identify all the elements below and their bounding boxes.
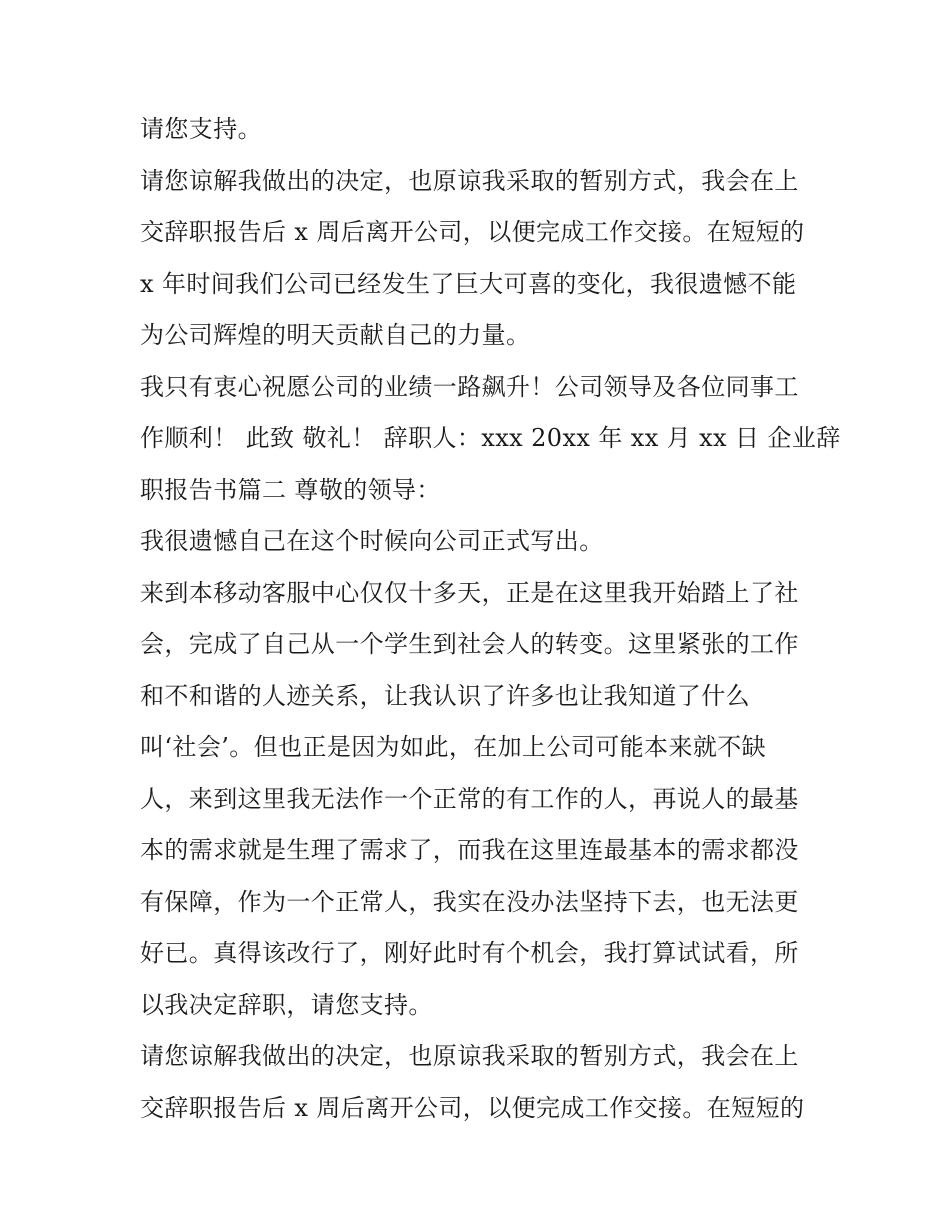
text-line: 作顺利！ 此致 敬礼！ 辞职人：xxx 20xx 年 xx 月 xx 日 企业辞 <box>140 424 841 452</box>
text-line: 我很遗憾自己在这个时候向公司正式写出。 <box>140 527 604 555</box>
text-line: 和不和谐的人迹关系，让我认识了许多也让我知道了什么 <box>140 681 750 710</box>
text-line: 有保障，作为一个正常人，我实在没办法坚持下去，也无法更 <box>140 887 799 916</box>
text-line: 人，来到这里我无法作一个正常的有工作的人，再说人的最基 <box>140 784 799 813</box>
text-line: 本的需求就是生理了需求了，而我在这里连最基本的需求都没 <box>140 836 799 864</box>
text-line: 叫‘社会’。但也正是因为如此，在加上公司可能本来就不缺 <box>140 733 767 761</box>
text-line: 请您谅解我做出的决定，也原谅我采取的暂别方式，我会在上 <box>140 166 799 195</box>
text-line: x 年时间我们公司已经发生了巨大可喜的变化，我很遗憾不能 <box>140 269 797 298</box>
text-line: 交辞职报告后 x 周后离开公司，以便完成工作交接。在短短的 <box>140 218 805 246</box>
document-page <box>140 104 841 1134</box>
text-line: 以我决定辞职，请您支持。 <box>140 990 433 1019</box>
text-line: 来到本移动客服中心仅仅十多天，正是在这里我开始踏上了社 <box>140 578 799 607</box>
text-line: 会，完成了自己从一个学生到社会人的转变。这里紧张的工作 <box>140 630 799 658</box>
text-line: 交辞职报告后 x 周后离开公司，以便完成工作交接。在短短的 <box>140 1093 805 1122</box>
text-line: 请您谅解我做出的决定，也原谅我采取的暂别方式，我会在上 <box>140 1042 799 1070</box>
text-line: 为公司辉煌的明天贡献自己的力量。 <box>140 321 531 349</box>
text-line: 职报告书篇二 尊敬的领导： <box>140 475 441 504</box>
text-line: 好已。真得该改行了，刚好此时有个机会，我打算试试看，所 <box>140 939 799 967</box>
text-line: 我只有衷心祝愿公司的业绩一路飙升！公司领导及各位同事工 <box>140 372 799 401</box>
text-line: 请您支持。 <box>140 115 262 143</box>
